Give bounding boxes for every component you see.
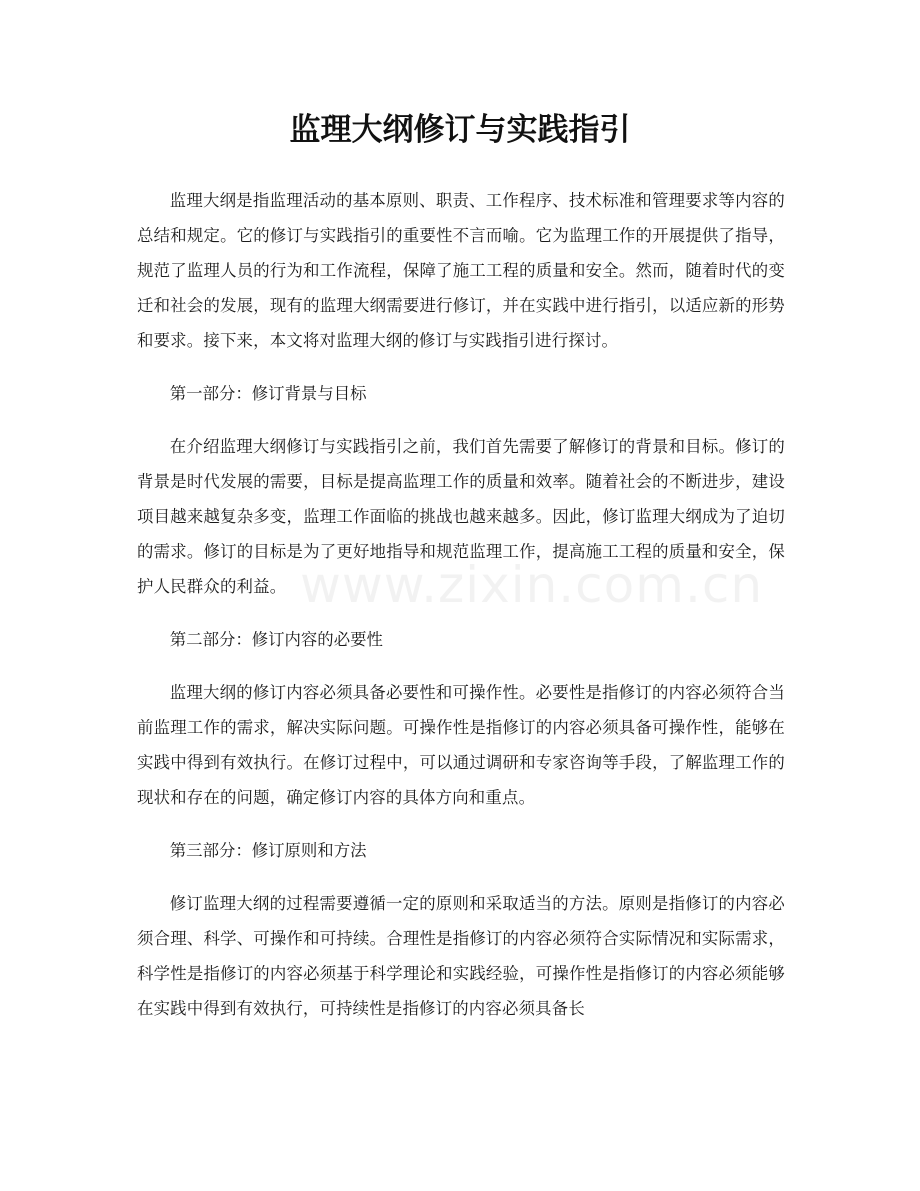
section-2-paragraph: 监理大纲的修订内容必须具备必要性和可操作性。必要性是指修订的内容必须符合当前监理工作的需求，解决实际问题。可操作性是指修订的内容必须具备可操作性，能够在实践中得到有效执行。在修订过程中，可以通过调研和专家咨询等手段，了解监理工作的现状和存在的问题，确定修订内容的具体方向和重点。 [137,683,785,807]
document-title: 监理大纲修订与实践指引 [289,112,631,148]
intro-paragraph: 监理大纲是指监理活动的基本原则、职责、工作程序、技术标准和管理要求等内容的总结和规定。它的修订与实践指引的重要性不言而喻。它为监理工作的开展提供了指导，规范了监理人员的行为和工作流程，保障了施工工程的质量和安全。然而，随着时代的变迁和社会的发展，现有的监理大纲需要进行修订，并在实践中进行指引，以适应新的形势和要求。接下来，本文将对监理大纲的修订与实践指引进行探讨。 [137,191,785,350]
document-body [137,183,785,1044]
section-heading-3: 第三部分：修订原则和方法 [169,841,367,860]
section-3-paragraph: 修订监理大纲的过程需要遵循一定的原则和采取适当的方法。原则是指修订的内容必须合理、科学、可操作和可持续。合理性是指修订的内容必须符合实际情况和实际需求，科学性是指修订的内容必须基于科学理论和实践经验，可操作性是指修订的内容必须能够在实践中得到有效执行，可持续性是指修订的内容必须具备长 [137,894,785,1018]
section-heading-2: 第二部分：修订内容的必要性 [169,630,383,649]
section-heading-1: 第一部分：修订背景与目标 [169,384,367,403]
section-1-paragraph: 在介绍监理大纲修订与实践指引之前，我们首先需要了解修订的背景和目标。修订的背景是时代发展的需要，目标是提高监理工作的质量和效率。随着社会的不断进步，建设项目越来越复杂多变，监理工作面临的挑战也越来越多。因此，修订监理大纲成为了迫切的需求。修订的目标是为了更好地指导和规范监理工作，提高施工工程的质量和安全，保护人民群众的利益。 [137,437,785,596]
watermark: www.zixin.com.cn [300,556,764,614]
